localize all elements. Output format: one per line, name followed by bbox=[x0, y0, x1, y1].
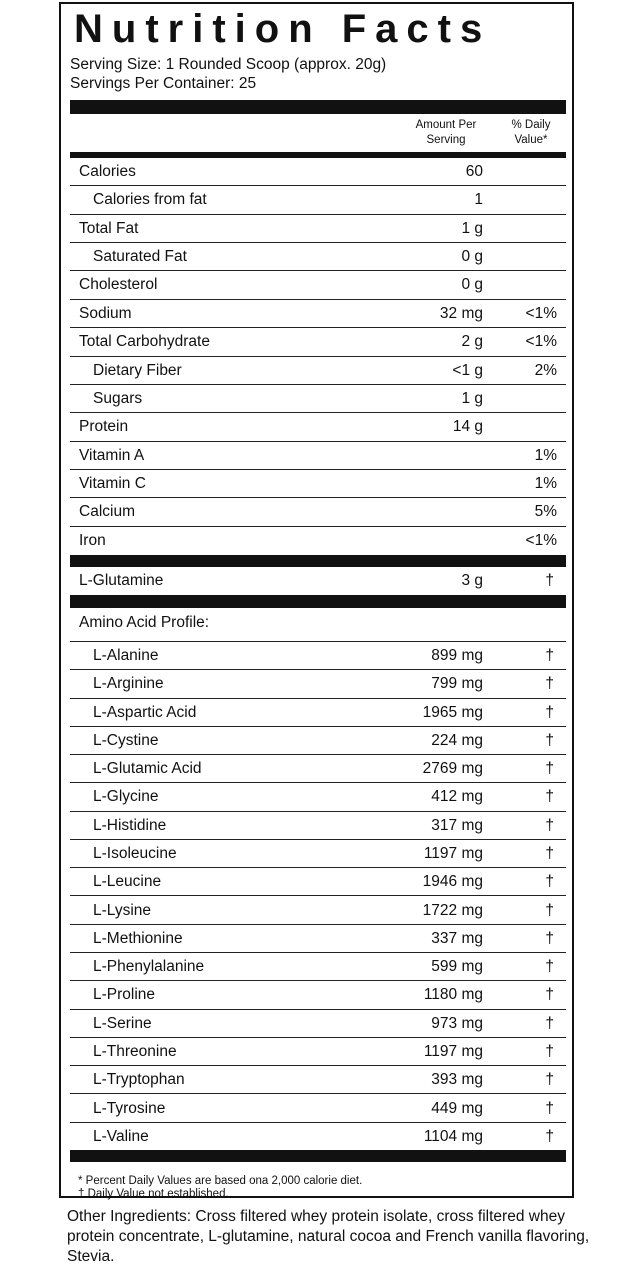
glutamine-row bbox=[70, 567, 566, 595]
nutrient-name: L-Leucine bbox=[93, 873, 162, 891]
nutrient-name: Sodium bbox=[79, 304, 132, 322]
nutrient-name: L-Lysine bbox=[93, 901, 152, 919]
nutrient-amount: 224 mg bbox=[431, 731, 483, 749]
table-row bbox=[70, 385, 566, 413]
percent-dv-footnote: * Percent Daily Values are based ona 2,000 calorie diet. bbox=[78, 1175, 363, 1187]
nutrient-name: Calories from fat bbox=[93, 191, 207, 209]
table-row bbox=[70, 442, 566, 470]
nutrient-daily-value: 1% bbox=[534, 446, 557, 464]
nutrient-amount: 1 g bbox=[461, 389, 483, 407]
thick-divider bbox=[70, 100, 566, 114]
nutrient-amount: 0 g bbox=[461, 248, 483, 266]
nutrient-amount: 1722 mg bbox=[422, 901, 483, 919]
nutrient-amount: 2 g bbox=[461, 333, 483, 351]
nutrient-amount: 14 g bbox=[452, 418, 483, 436]
nutrition-facts-panel bbox=[59, 2, 574, 1198]
nutrient-name: Calcium bbox=[79, 503, 135, 521]
nutrient-daily-value: † bbox=[545, 816, 554, 834]
dv-header-line1: % Daily bbox=[511, 119, 551, 131]
table-row bbox=[70, 1038, 566, 1066]
nutrient-daily-value: † bbox=[545, 1071, 554, 1089]
nutrient-daily-value: † bbox=[545, 731, 554, 749]
other-ingredients: Other Ingredients: Cross filtered whey protein isolate, cross filtered whey protein concentrate, L-glutamine, natural cocoa and French vanilla flavoring, Stevia. bbox=[67, 1208, 590, 1265]
table-row bbox=[70, 755, 566, 783]
nutrient-name: L-Tryptophan bbox=[93, 1071, 185, 1089]
nutrient-name: L-Phenylalanine bbox=[93, 958, 205, 976]
nutrient-amount: 393 mg bbox=[431, 1071, 483, 1089]
thick-divider bbox=[70, 555, 566, 567]
table-row bbox=[70, 328, 566, 356]
nutrient-daily-value: † bbox=[545, 572, 554, 589]
nutrient-name: L-Methionine bbox=[93, 929, 183, 947]
table-row bbox=[70, 1095, 566, 1123]
nutrient-name: L-Alanine bbox=[93, 647, 159, 664]
table-row bbox=[70, 158, 566, 186]
nutrient-amount: 1965 mg bbox=[422, 703, 483, 721]
nutrient-amount: 337 mg bbox=[431, 929, 483, 947]
nutrient-amount: 0 g bbox=[461, 276, 483, 294]
nutrient-amount: 973 mg bbox=[431, 1014, 483, 1032]
table-row bbox=[70, 812, 566, 840]
amount-header-line2: Serving bbox=[426, 134, 466, 146]
table-row bbox=[70, 642, 566, 670]
nutrient-name: L-Cystine bbox=[93, 731, 159, 749]
nutrient-name: L-Tyrosine bbox=[93, 1099, 166, 1117]
daily-value-header bbox=[491, 118, 571, 148]
nutrient-amount: 1104 mg bbox=[423, 1127, 483, 1145]
table-row bbox=[70, 215, 566, 243]
nutrient-daily-value: † bbox=[545, 873, 554, 891]
nutrient-daily-value: † bbox=[545, 1014, 554, 1032]
table-row bbox=[70, 300, 566, 328]
nutrient-amount: 412 mg bbox=[431, 788, 483, 806]
table-row bbox=[70, 897, 566, 925]
nutrient-daily-value: † bbox=[545, 788, 554, 806]
table-row bbox=[70, 271, 566, 299]
amino-acid-heading: Amino Acid Profile: bbox=[79, 614, 210, 631]
nutrient-amount: 60 bbox=[465, 163, 483, 180]
nutrient-daily-value: † bbox=[545, 703, 554, 721]
nutrient-daily-value: † bbox=[545, 760, 554, 778]
nutrient-amount: 1 bbox=[474, 191, 483, 209]
nutrient-amount: 3 g bbox=[461, 572, 483, 589]
nutrient-amount: 1 g bbox=[461, 219, 483, 237]
nutrient-amount: 32 mg bbox=[439, 304, 483, 322]
nutrient-name: L-Valine bbox=[93, 1127, 149, 1145]
table-row bbox=[70, 925, 566, 953]
label-title: Nutrition Facts bbox=[74, 7, 492, 51]
nutrient-daily-value: <1% bbox=[525, 333, 557, 351]
nutrient-name: Cholesterol bbox=[79, 276, 158, 294]
nutrient-daily-value: <1% bbox=[525, 531, 557, 549]
table-row bbox=[70, 699, 566, 727]
nutrient-daily-value: † bbox=[545, 845, 554, 862]
table-row bbox=[70, 413, 566, 441]
nutrient-amount: 1180 mg bbox=[423, 986, 483, 1004]
nutrient-daily-value: † bbox=[545, 901, 554, 919]
nutrient-name: L-Serine bbox=[93, 1014, 152, 1032]
table-row bbox=[70, 981, 566, 1009]
nutrient-name: L-Threonine bbox=[93, 1042, 177, 1060]
thick-divider bbox=[70, 595, 566, 608]
nutrient-amount: 2769 mg bbox=[422, 760, 483, 778]
nutrient-daily-value: † bbox=[545, 929, 554, 947]
nutrient-name: L-Glycine bbox=[93, 788, 159, 806]
nutrient-amount: 1197 mg bbox=[423, 1042, 483, 1060]
table-row bbox=[70, 670, 566, 698]
dv-header-line2: Value* bbox=[514, 134, 548, 146]
table-row bbox=[70, 1010, 566, 1038]
table-row bbox=[70, 470, 566, 498]
nutrient-amount: <1 g bbox=[452, 361, 483, 379]
table-row bbox=[70, 186, 566, 214]
table-row bbox=[70, 243, 566, 271]
table-row bbox=[70, 868, 566, 896]
nutrient-amount: 799 mg bbox=[431, 675, 483, 693]
thick-divider bbox=[70, 1150, 566, 1162]
serving-size: Serving Size: 1 Rounded Scoop (approx. 20g) bbox=[70, 56, 387, 73]
nutrient-amount: 1197 mg bbox=[423, 845, 483, 862]
nutrient-daily-value: † bbox=[545, 1127, 554, 1145]
nutrient-daily-value: 1% bbox=[534, 475, 557, 492]
servings-per-container: Servings Per Container: 25 bbox=[70, 75, 257, 92]
table-row bbox=[70, 840, 566, 868]
table-row bbox=[70, 783, 566, 811]
nutrient-daily-value: <1% bbox=[525, 304, 557, 322]
nutrient-amount: 899 mg bbox=[431, 647, 483, 664]
nutrient-name: Iron bbox=[79, 531, 106, 549]
nutrient-name: L-Proline bbox=[93, 986, 156, 1004]
nutrient-name: L-Arginine bbox=[93, 675, 164, 693]
nutrient-name: Sugars bbox=[93, 389, 143, 407]
nutrient-amount: 317 mg bbox=[431, 816, 483, 834]
table-row bbox=[70, 527, 566, 555]
nutrient-daily-value: † bbox=[545, 986, 554, 1004]
nutrient-daily-value: † bbox=[545, 1042, 554, 1060]
table-row bbox=[70, 727, 566, 755]
nutrient-name: Dietary Fiber bbox=[93, 361, 182, 379]
nutrient-name: L-Isoleucine bbox=[93, 845, 177, 862]
nutrient-daily-value: 5% bbox=[534, 503, 557, 521]
nutrient-name: Vitamin C bbox=[79, 475, 146, 492]
nutrient-name: Vitamin A bbox=[79, 446, 145, 464]
nutrient-amount: 449 mg bbox=[431, 1099, 483, 1117]
amino-acid-heading-row bbox=[70, 608, 566, 642]
amount-header-line1: Amount Per bbox=[415, 119, 477, 131]
nutrient-daily-value: † bbox=[545, 958, 554, 976]
nutrient-daily-value: † bbox=[545, 647, 554, 664]
table-row bbox=[70, 1123, 566, 1151]
table-row bbox=[70, 953, 566, 981]
table-row bbox=[70, 357, 566, 385]
nutrient-name: Protein bbox=[79, 418, 129, 436]
nutrient-daily-value: † bbox=[545, 1099, 554, 1117]
nutrient-name: L-Aspartic Acid bbox=[93, 703, 197, 721]
nutrient-amount: 599 mg bbox=[431, 958, 483, 976]
nutrient-daily-value: † bbox=[545, 675, 554, 693]
nutrient-name: Saturated Fat bbox=[93, 248, 187, 266]
nutrient-name: L-Histidine bbox=[93, 816, 167, 834]
table-row bbox=[70, 1066, 566, 1094]
nutrient-name: Calories bbox=[79, 163, 136, 180]
nutrient-amount: 1946 mg bbox=[422, 873, 483, 891]
amount-per-serving-header bbox=[396, 118, 496, 148]
nutrient-daily-value: 2% bbox=[534, 361, 557, 379]
dagger-footnote: † Daily Value not established. bbox=[78, 1188, 229, 1200]
table-row bbox=[70, 498, 566, 526]
nutrient-name: L-Glutamine bbox=[79, 572, 164, 589]
nutrient-name: L-Glutamic Acid bbox=[93, 760, 202, 778]
nutrient-name: Total Carbohydrate bbox=[79, 333, 210, 351]
nutrient-name: Total Fat bbox=[79, 219, 139, 237]
